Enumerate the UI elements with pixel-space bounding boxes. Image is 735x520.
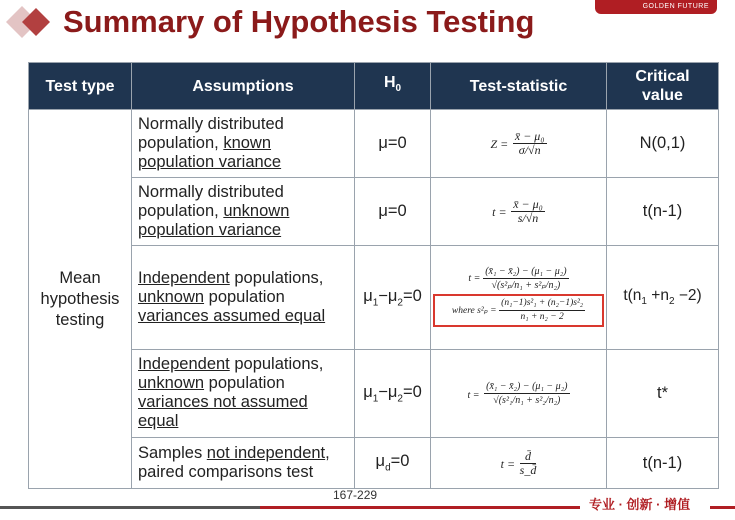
table-row <box>29 178 719 246</box>
header-test-type: Test type <box>29 63 132 110</box>
assumption-cell: Samples not independent, paired comparisons test <box>132 438 355 489</box>
header-assumptions: Assumptions <box>132 63 355 110</box>
critical-value-cell: t(n-1) <box>607 178 719 246</box>
table-row <box>29 438 719 489</box>
group-label-cell: Mean hypothesis testing <box>29 110 132 489</box>
company-logo: GOLDEN FUTURE <box>595 0 717 14</box>
slide-title: Summary of Hypothesis Testing <box>63 4 535 39</box>
table-row <box>29 246 719 350</box>
critical-value-cell: $t(n_1 +n_2 -2)$ <box>607 246 719 350</box>
footer-bar-dark <box>0 506 260 509</box>
assumption-cell: Independent populations, unknown population variances not assumed equal <box>132 349 355 437</box>
h0-cell: μ=0 <box>355 178 431 246</box>
title-diamond-icon <box>6 4 62 40</box>
page-number: 167-229 <box>333 488 378 502</box>
table-row <box>29 110 719 178</box>
critical-value-cell: N(0,1) <box>607 110 719 178</box>
header-critical-value: Critical value <box>607 63 719 110</box>
statistic-formula: t = $\frac{\text{(x̄₁ − x̄₂) − (μ₁ − μ₂)}}{\text{√(s²₁/n₁ + s²₂/n₂)}}$ <box>431 349 607 437</box>
footer-slogan: 专业 · 创新 · 增值 <box>589 497 691 512</box>
h0-cell: $\mu_d=0$ <box>355 438 431 489</box>
assumption-cell: Normally distributed population, known population variance <box>132 110 355 178</box>
assumption-cell: Normally distributed population, unknown population variance <box>132 178 355 246</box>
header-h0: $H_0$ <box>355 63 431 110</box>
hypothesis-summary-table <box>28 62 719 489</box>
statistic-formula: Z = $\frac{\text{x̄ − μ₀}}{\sigma/√n}$ <box>431 110 607 178</box>
statistic-formula: t = $\frac{d̄}{s\_d̄}$ <box>431 438 607 489</box>
critical-value-cell: t* <box>607 349 719 437</box>
header-test-statistic: Test-statistic <box>431 63 607 110</box>
h0-cell: $\mu_1-\mu_2=0$ <box>355 349 431 437</box>
critical-value-cell: t(n-1) <box>607 438 719 489</box>
assumption-cell: Independent populations, unknown population variances assumed equal <box>132 246 355 350</box>
footer-bar-red <box>260 506 580 509</box>
pooled-variance-highlight: where s²ₚ = $\frac{\text{(n₁−1)s²₁ + (n₂−1)s²₂}}{\text{n₁ + n₂ − 2}}$ <box>433 294 604 327</box>
footer-bar-light <box>710 506 735 509</box>
table-row <box>29 349 719 437</box>
statistic-formula: t = $\frac{\text{x̄ − μ₀}}{s/√n}$ <box>431 178 607 246</box>
h0-cell: μ=0 <box>355 110 431 178</box>
table-header-row <box>29 63 719 110</box>
statistic-formula: t = $\frac{\text{(x̄₁ − x̄₂) − (μ₁ − μ₂)}}{\text{√(s²ₚ/n₁ + s²ₚ/n₂)}}$ where s²ₚ = $\frac{\text{(n₁−1)s²₁ + (n₂−1)s²₂}}{\text{n₁ + n₂ − 2}}$ <box>431 246 607 350</box>
h0-cell: $\mu_1-\mu_2=0$ <box>355 246 431 350</box>
